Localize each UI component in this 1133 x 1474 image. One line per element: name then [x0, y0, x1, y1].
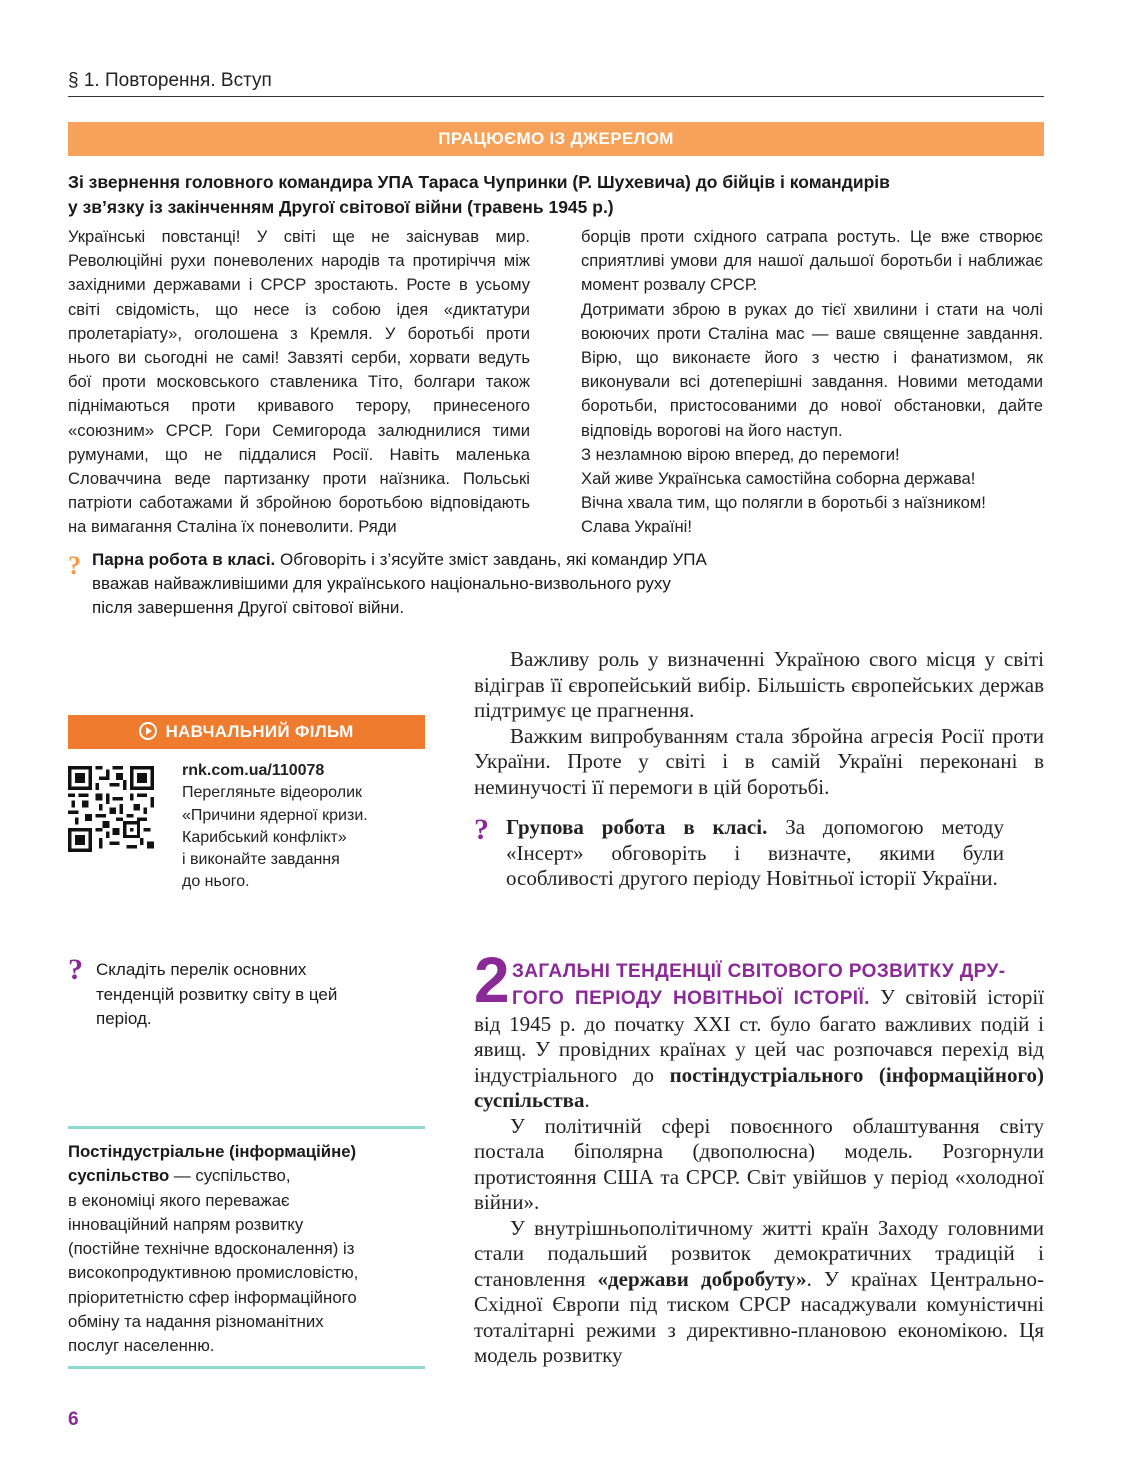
side-question	[68, 953, 408, 1032]
source-paragraph: Слава Україні!	[581, 517, 692, 537]
pair-work-text-line-2: вважав найважливішими для українського національно-визвольного руху	[92, 574, 671, 593]
film-text-line: і виконайте завдання	[182, 851, 340, 869]
question-mark-icon: ?	[68, 551, 81, 580]
source-paragraph: Українські повстанці! У світі ще не заіснував мир. Революційні рухи поневолених народів та протиріччя між західними державами і СРСР зростають. Росте в усьому світі свідомість, що несе із собою ідея «диктатури пролетаріату», оголошена з Кремля. У боротьбі проти нього ви сьогодні не самі! Завзяті серби, хорвати ведуть бої проти московського ставленика Тіто, болгари також піднімаються проти кривавого терору, принесеного «союзним» СРСР. Гори Семигорода залюднилися тими румунами, що не піддалися Росії. Навіть маленька Словаччина веде партизанку проти наїзника. Польські патріоти саботажами й збройною боротьбою відповідають на вимагання Сталіна їх поневолити. Ряди	[68, 227, 530, 537]
film-text-line: до нього.	[182, 873, 250, 891]
film-link[interactable]: rnk.com.ua/110078	[182, 762, 325, 779]
source-paragraph: Дотримати зброю в руках до тієї хвилини і стати на чолі воюючих проти Сталіна мас — ваше священне завдання. Вірю, що виконаєте його з честю і фанатизмом, як виконували всі дотеперішні завдання. Новими методами боротьби, пристосованими до нової обстановки, дайте відповідь ворогові на його наступ.	[581, 299, 1043, 440]
source-heading-line-2: у зв’язку із закінченням Другої світової війни (травень 1945 р.)	[68, 197, 614, 217]
main-paragraph: ГОГО ПЕРІОДУ НОВІТНЬОЇ ІСТОРІЇ. У світовій історії від 1945 р. до початку XXI ст. було багато важливих подій і явищ. У провідних країнах у цей час розпочався перехід від індустріального до постіндустріального (інформаційного) суспільства.	[474, 985, 1045, 1112]
film-text-line: Перегляньте відеоролик	[182, 784, 362, 802]
section-heading-line-1: ЗАГАЛЬНІ ТЕНДЕНЦІЇ СВІТОВОГО РОЗВИТКУ ДРУ-	[512, 961, 1006, 982]
pair-work-label: Парна робота в класі.	[92, 550, 276, 569]
main-paragraph: У політичній сфері повоєнного облаштування світу постала біполярна (двополюсна) модель. Розгорнули протистояння США та СРСР. Світ увійшов у період «холодної війни».	[474, 1113, 1044, 1214]
definition-line: високопродуктивною промисловістю,	[68, 1263, 359, 1283]
film-text-line: «Причини ядерної кризи.	[182, 806, 368, 824]
pair-work-text: Обговоріть і з’ясуйте зміст завдань, які командир УПА	[275, 550, 707, 569]
play-icon	[139, 722, 157, 740]
film-box-label: НАВЧАЛЬНИЙ ФІЛЬМ	[68, 715, 425, 749]
section-text	[474, 985, 1044, 1369]
source-text-left-column	[68, 225, 530, 540]
source-paragraph: Вічна хвала тим, що полягли в боротьбі з наїзником!	[581, 493, 986, 513]
side-question-line: період.	[96, 1009, 152, 1028]
pair-work-task	[68, 548, 828, 620]
definition-bottom-rule	[68, 1366, 425, 1369]
definition-line: обміну та надання різноманітних	[68, 1312, 324, 1332]
side-question-line: Складіть перелік основних	[96, 960, 307, 979]
source-text-right-column	[581, 225, 1043, 540]
page-number: 6	[68, 1409, 79, 1430]
section-heading-block	[512, 959, 1044, 985]
pair-work-text-line-3: після завершення Другої світової війни.	[92, 598, 405, 617]
section-number: 2	[474, 944, 510, 1016]
definition-line: в економіці якого переважає	[68, 1190, 290, 1210]
source-heading	[68, 170, 1048, 220]
header-divider	[68, 96, 1044, 97]
main-paragraph: Важким випробуванням стала збройна агресія Росії проти України. Проте у світі і в самій Україні переконані в неминучості її перемоги в цій боротьбі.	[474, 723, 1044, 799]
source-paragraph: З незламною вірою вперед, до перемоги!	[581, 444, 900, 464]
source-box-label: ПРАЦЮЄМО ІЗ ДЖЕРЕЛОМ	[68, 122, 1044, 156]
running-header: § 1. Повторення. Вступ	[68, 70, 272, 91]
definition-line: інноваційний напрям розвитку	[68, 1214, 304, 1234]
source-heading-line-1: Зі звернення головного командира УПА Тараса Чупринки (Р. Шухевича) до бійців і командирів	[68, 172, 890, 192]
group-work-text: За допомогою методу «Інсерт» обговоріть і визначте, якими були особливості другого періоду Новітньої історії України.	[506, 815, 1004, 890]
question-mark-icon: ?	[68, 953, 83, 986]
main-text-intro	[474, 647, 1044, 800]
question-mark-icon: ?	[474, 813, 489, 846]
qr-code-icon[interactable]	[68, 766, 154, 852]
film-description	[182, 760, 422, 894]
main-paragraph: У внутрішньополітичному житті країн Заходу головними стали подальший розвиток демократичних традицій і становлення «держави добробуту». У країнах Центрально-Східної Європи під тиском СРСР насаджували комуністичні тоталітарні режими з директивно-плановою економікою. Ця модель розвитку	[474, 1215, 1044, 1367]
definition-term: Постіндустріальне (інформаційне)	[68, 1142, 357, 1161]
group-work-label: Групова робота в класі.	[506, 815, 768, 839]
definition-term: суспільство	[68, 1166, 170, 1186]
definition-box: Постіндустріальне (інформаційне) суспільство — суспільство, в економіці якого переважає інноваційний напрям розвитку (постійне технічне вдосконалення) із високопродуктивною промисловістю, пріоритетністю сфер інформаційного обміну та надання різноманітних послуг населенню.	[68, 1140, 428, 1359]
source-paragraph: Хай живе Українська самостійна соборна держава!	[581, 469, 976, 489]
definition-top-rule	[68, 1126, 425, 1129]
section-heading-line-2: ГОГО ПЕРІОДУ НОВІТНЬОЇ ІСТОРІЇ.	[512, 988, 870, 1009]
definition-line: послуг населенню.	[68, 1336, 215, 1356]
group-work-task	[474, 815, 1044, 892]
main-paragraph: Важливу роль у визначенні Україною свого місця у світі відіграв її європейський вибір. Більшість європейських держав підтримує це прагнення.	[474, 647, 1044, 722]
film-text-line: Карибський конфлікт»	[182, 828, 347, 846]
side-question-line: тенденцій розвитку світу в цей	[96, 984, 338, 1004]
source-paragraph: борців проти східного сатрапа ростуть. Це вже створює сприятливі умови для нашої дальшої боротьби і наближає момент розвалу СРСР.	[581, 227, 1043, 295]
definition-line: (постійне технічне вдосконалення) із	[68, 1239, 355, 1259]
definition-line: пріоритетністю сфер інформаційного	[68, 1287, 357, 1307]
